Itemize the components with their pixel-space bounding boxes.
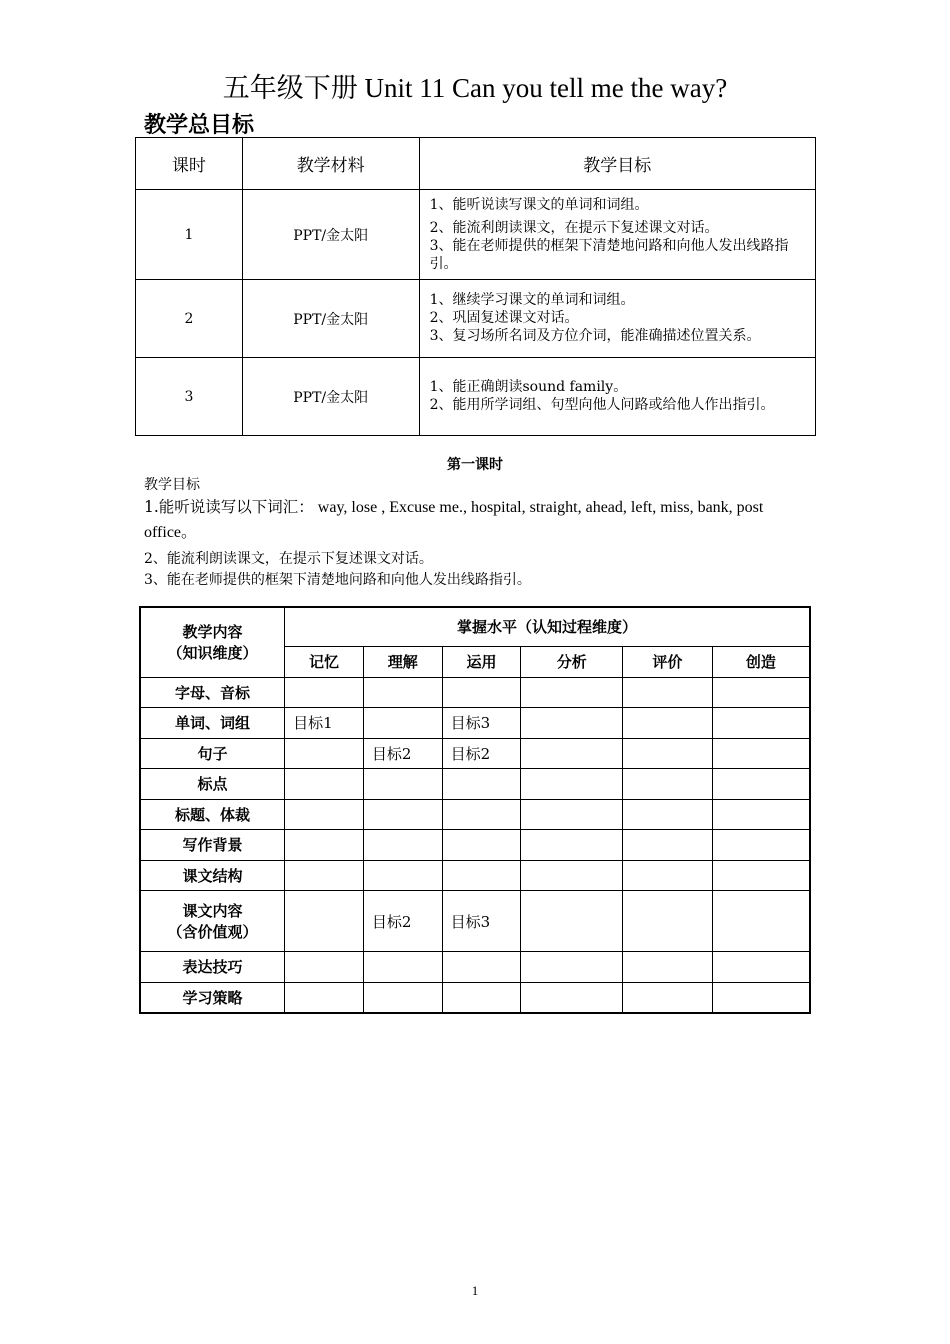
matrix-row-label [140, 708, 285, 739]
matrix-cell [712, 830, 810, 861]
matrix-cell [623, 982, 713, 1013]
matrix-row [140, 799, 810, 830]
goal-item: 1、能正确朗读sound family。 [429, 379, 628, 395]
matrix-row-label [140, 982, 285, 1013]
matrix-row [140, 738, 810, 769]
matrix-cell [712, 982, 810, 1013]
matrix-cell [285, 952, 364, 983]
lesson-number: 3 [136, 358, 243, 436]
lesson-material: PPT/金太阳 [242, 358, 419, 436]
matrix-cell [363, 677, 442, 708]
column-evaluate: 评价 [623, 646, 713, 677]
matrix-cell [442, 952, 521, 983]
goal-item: 1、能听说读写课文的单词和词组。 [429, 196, 649, 213]
row-label-line: （含价值观） [167, 923, 258, 941]
matrix-cell [363, 982, 442, 1013]
matrix-cell [363, 830, 442, 861]
knowledge-matrix-table [139, 606, 811, 1014]
matrix-cell: 目标1 [285, 708, 364, 739]
objective-2: 2、能流利朗读课文，在提示下复述课文对话。 [144, 551, 433, 567]
goal-item: 3、复习场所名词及方位介词，能准确描述位置关系。 [429, 328, 761, 344]
matrix-row-label [140, 860, 285, 891]
matrix-cell [285, 738, 364, 769]
matrix-cell [285, 677, 364, 708]
row-label-line: 标题、体裁 [175, 805, 251, 824]
matrix-row [140, 952, 810, 983]
matrix-cell [442, 860, 521, 891]
row-label-line: 句子 [197, 744, 228, 763]
matrix-cell [521, 799, 623, 830]
objective-1-prefix: 1.能听说读写以下词汇： [144, 498, 314, 516]
corner-line: （知识维度） [167, 644, 258, 663]
objective-3: 3、能在老师提供的框架下清楚地问路和向他人发出线路指引。 [144, 572, 531, 588]
matrix-cell [623, 952, 713, 983]
matrix-cell [712, 677, 810, 708]
matrix-cell [363, 708, 442, 739]
header-lesson: 课时 [136, 138, 243, 190]
overview-row [136, 190, 816, 280]
matrix-cell [363, 769, 442, 800]
objective-1-words: way, lose , Excuse me., hospital, straight, ahead, left, miss, bank, post office。 [144, 499, 764, 541]
matrix-cell [521, 769, 623, 800]
matrix-cell [285, 860, 364, 891]
row-label-line: 标点 [197, 775, 228, 794]
matrix-cell [521, 952, 623, 983]
matrix-row [140, 769, 810, 800]
matrix-cell [521, 830, 623, 861]
matrix-cell [712, 708, 810, 739]
matrix-cell [285, 982, 364, 1013]
matrix-body [140, 677, 810, 1013]
document-title: 五年级下册 Unit 11 Can you tell me the way? [222, 73, 728, 103]
lesson-material: PPT/金太阳 [242, 190, 419, 280]
matrix-cell: 目标3 [442, 708, 521, 739]
lesson-number: 1 [136, 190, 243, 280]
matrix-cell [712, 769, 810, 800]
row-label-line: 表达技巧 [182, 958, 243, 977]
matrix-cell [521, 860, 623, 891]
matrix-header-row [140, 607, 810, 646]
matrix-cell [285, 891, 364, 952]
matrix-cell: 目标2 [363, 738, 442, 769]
matrix-cell [623, 799, 713, 830]
row-label-line: 学习策略 [182, 988, 243, 1007]
goal-item: 2、能用所学词组、句型向他人问路或给他人作出指引。 [429, 397, 775, 413]
matrix-cell [712, 952, 810, 983]
page-number: 1 [471, 1283, 479, 1298]
lesson-goals [419, 280, 815, 358]
matrix-cell [442, 830, 521, 861]
overview-row [136, 280, 816, 358]
matrix-cell [521, 677, 623, 708]
matrix-cell [623, 860, 713, 891]
matrix-row-label [140, 891, 285, 952]
header-goals: 教学目标 [419, 138, 815, 190]
matrix-row-label [140, 769, 285, 800]
matrix-cell: 目标2 [363, 891, 442, 952]
matrix-cell [521, 891, 623, 952]
row-label-line: 课文结构 [182, 866, 243, 885]
column-analyze: 分析 [521, 646, 623, 677]
matrix-row-label [140, 952, 285, 983]
row-label-line: 写作背景 [182, 836, 243, 855]
column-understand: 理解 [363, 646, 442, 677]
row-label-line: 课文内容 [182, 902, 243, 920]
column-apply: 运用 [442, 646, 521, 677]
lesson-material: PPT/金太阳 [242, 280, 419, 358]
matrix-cell [623, 708, 713, 739]
matrix-cell [712, 799, 810, 830]
overview-row [136, 358, 816, 436]
matrix-cell [363, 952, 442, 983]
matrix-cell [442, 769, 521, 800]
corner-line: 教学内容 [182, 623, 243, 642]
matrix-cell [442, 677, 521, 708]
matrix-cell [712, 891, 810, 952]
matrix-cell [363, 860, 442, 891]
overview-header-row [136, 138, 816, 190]
matrix-cell [521, 708, 623, 739]
column-remember: 记忆 [285, 646, 364, 677]
matrix-row [140, 830, 810, 861]
goal-item: 2、巩固复述课文对话。 [429, 310, 579, 326]
goal-item: 3、能在老师提供的框架下清楚地问路和向他人发出线路指引。 [429, 237, 789, 272]
matrix-cell: 目标2 [442, 738, 521, 769]
objective-1 [144, 495, 814, 545]
matrix-cell [521, 982, 623, 1013]
matrix-cell [521, 738, 623, 769]
goal-item: 1、继续学习课文的单词和词组。 [429, 292, 635, 308]
goal-item: 2、能流利朗读课文，在提示下复述课文对话。 [429, 219, 719, 236]
lesson-heading: 第一课时 [447, 457, 503, 473]
matrix-cell [442, 982, 521, 1013]
matrix-cell [623, 891, 713, 952]
lesson-number: 2 [136, 280, 243, 358]
matrix-cell [285, 830, 364, 861]
section-heading: 教学总目标 [144, 113, 255, 138]
matrix-cell [623, 677, 713, 708]
matrix-row-label [140, 738, 285, 769]
matrix-cell [442, 799, 521, 830]
matrix-row [140, 708, 810, 739]
objectives-label: 教学目标 [144, 477, 200, 493]
matrix-cell: 目标3 [442, 891, 521, 952]
matrix-cell [623, 738, 713, 769]
row-label-line: 字母、音标 [175, 683, 251, 702]
lesson-goals [419, 190, 815, 280]
matrix-row [140, 677, 810, 708]
header-material: 教学材料 [242, 138, 419, 190]
matrix-cell [623, 830, 713, 861]
lesson-goals [419, 358, 815, 436]
column-create: 创造 [712, 646, 810, 677]
matrix-row-label [140, 830, 285, 861]
matrix-cell [623, 769, 713, 800]
matrix-row [140, 860, 810, 891]
matrix-row [140, 982, 810, 1013]
matrix-cell [285, 769, 364, 800]
matrix-cell [363, 799, 442, 830]
matrix-corner-header [140, 607, 285, 677]
matrix-cell [712, 860, 810, 891]
matrix-row [140, 891, 810, 952]
row-label-line: 单词、词组 [175, 714, 251, 733]
matrix-group-header: 掌握水平（认知过程维度） [285, 607, 810, 646]
overview-table [135, 137, 816, 436]
matrix-row-label [140, 677, 285, 708]
matrix-cell [712, 738, 810, 769]
matrix-cell [285, 799, 364, 830]
matrix-row-label [140, 799, 285, 830]
